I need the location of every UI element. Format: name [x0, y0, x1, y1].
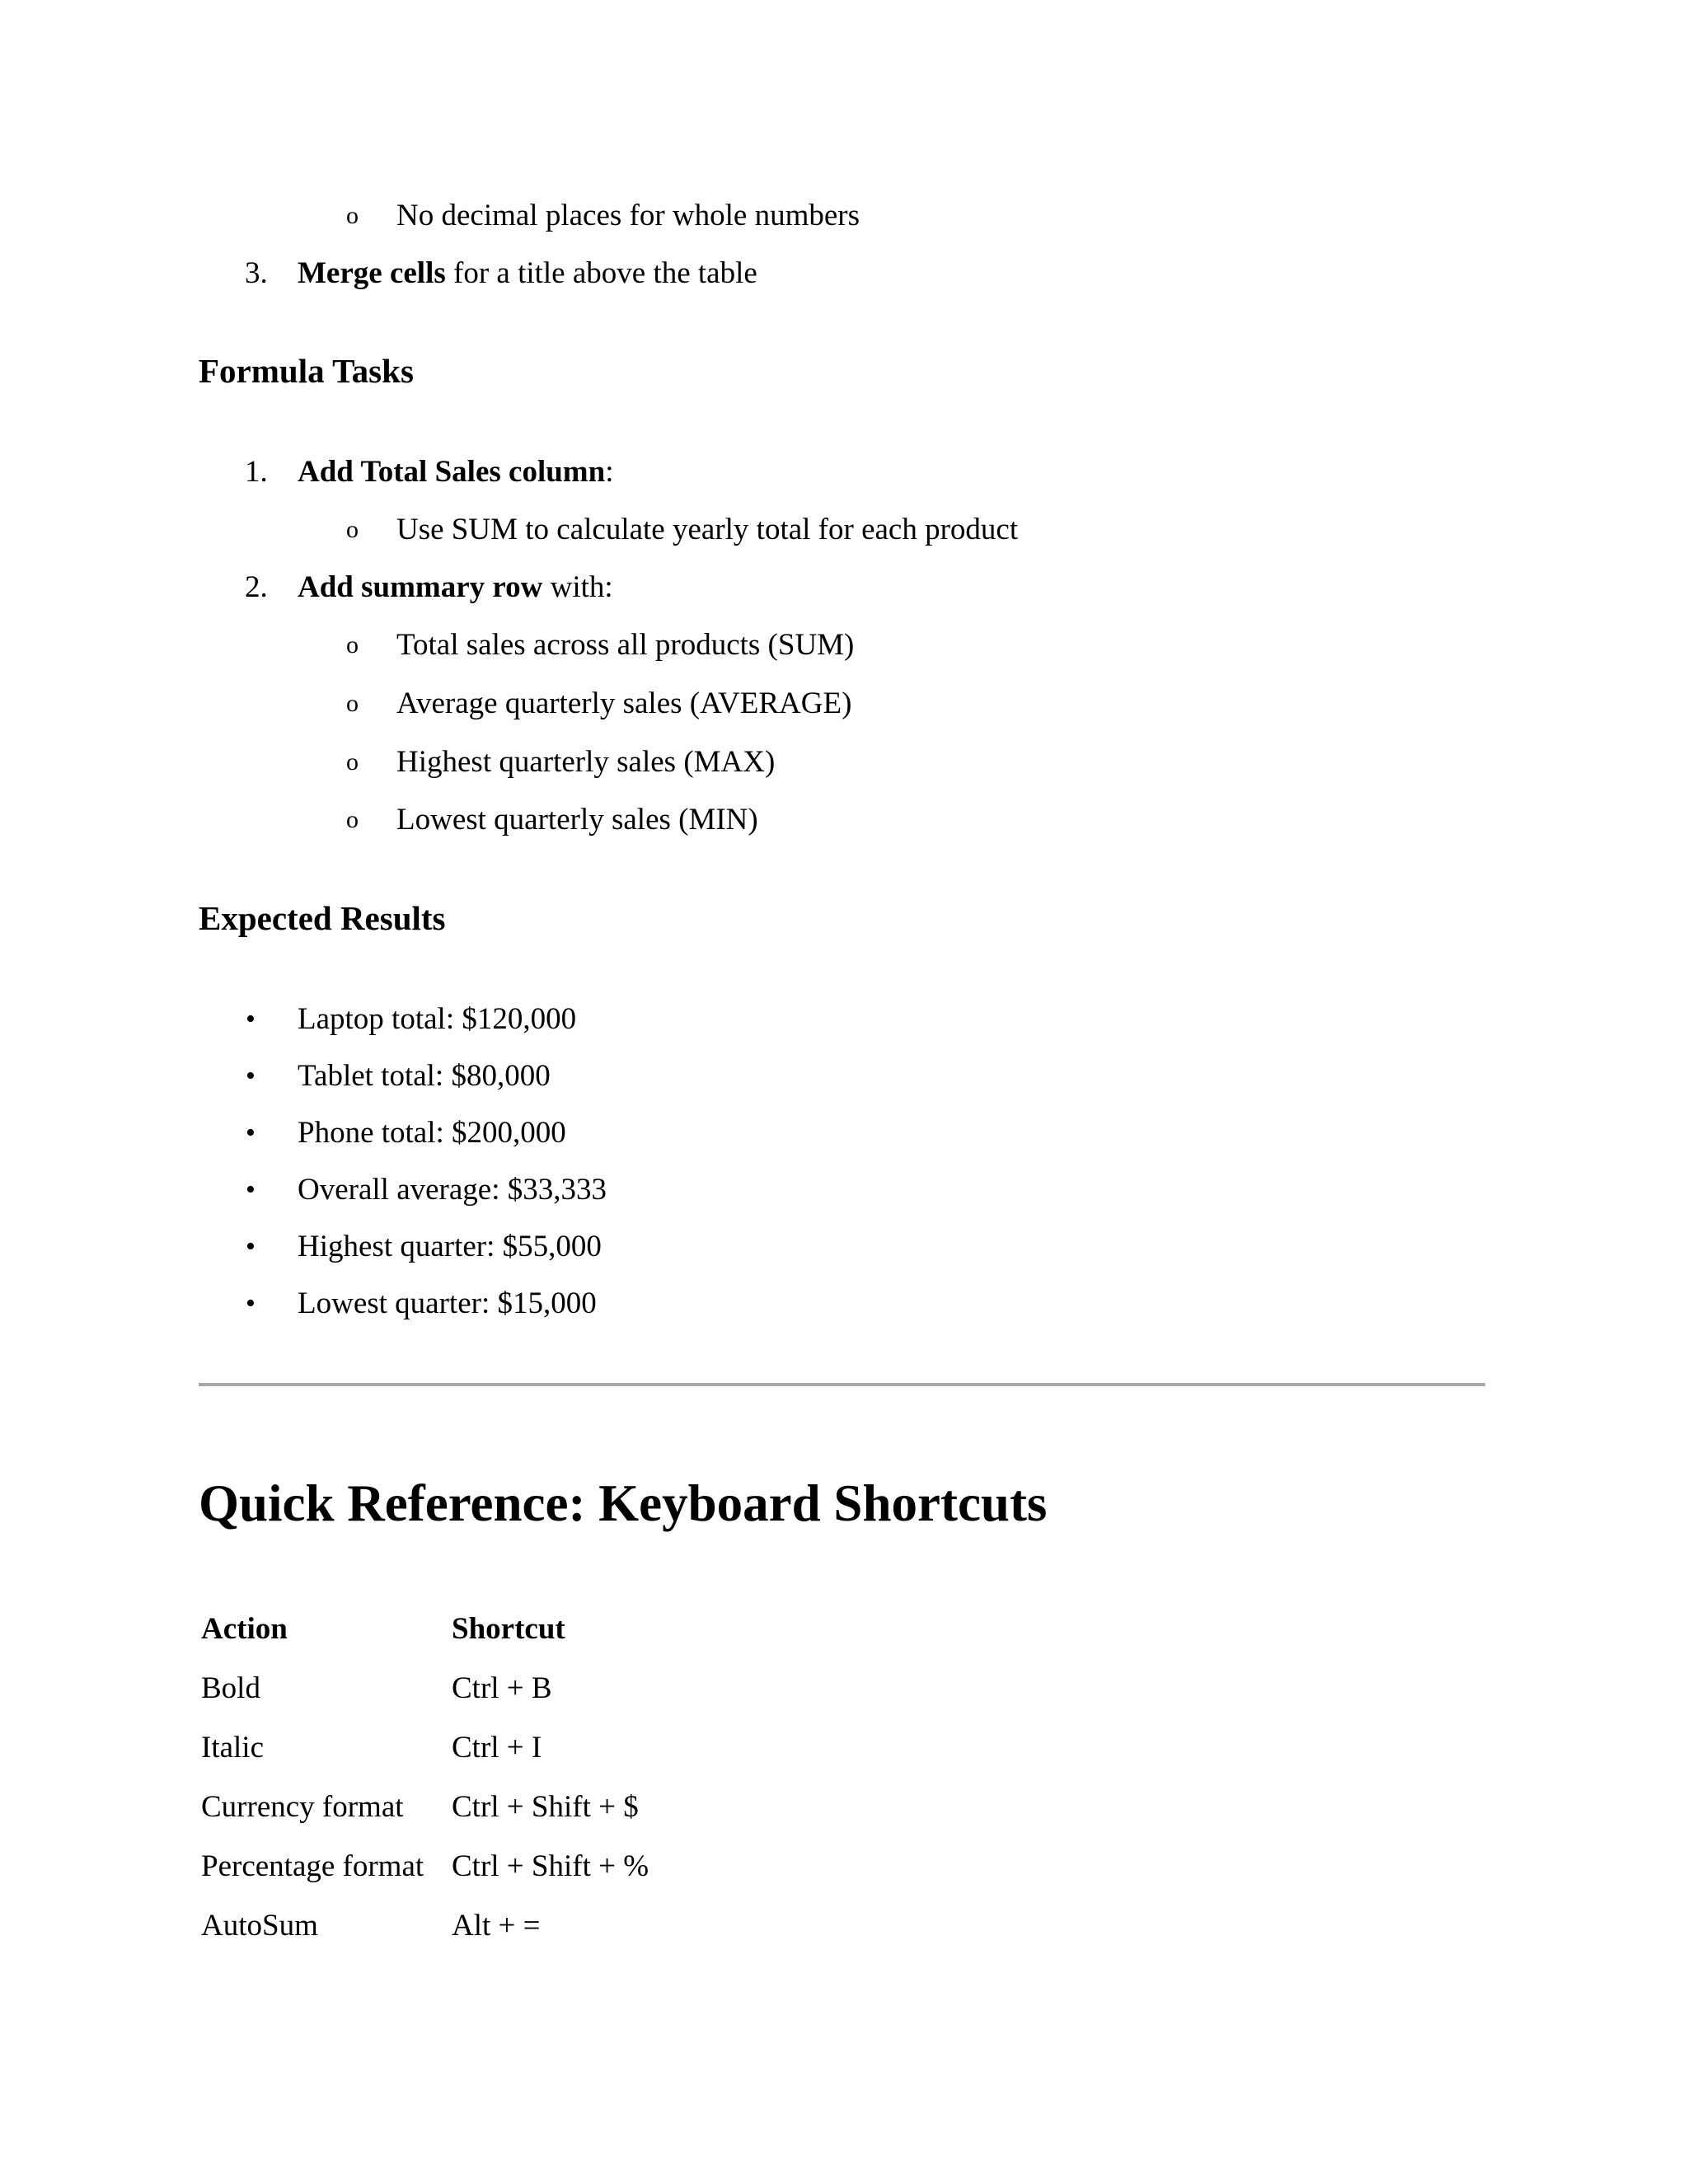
shortcut-cell: Alt + =	[452, 1908, 541, 1943]
table-row	[199, 1777, 651, 1836]
bullet-item-text: Overall average: $33,333	[298, 1173, 607, 1207]
sub-item-text: No decimal places for whole numbers	[396, 199, 860, 232]
list-number: 2.	[245, 570, 268, 604]
action-cell: Italic	[201, 1730, 265, 1765]
sub-item-text: Highest quarterly sales (MAX)	[396, 745, 776, 779]
sub-item-text: Total sales across all products (SUM)	[396, 628, 855, 662]
shortcut-cell: Ctrl + Shift + $	[452, 1789, 639, 1824]
list-item-rest: with:	[542, 570, 613, 604]
table-row	[199, 1718, 651, 1777]
column-header-action: Action	[201, 1611, 288, 1646]
list-item-text	[298, 452, 613, 492]
table-header-row	[199, 1599, 651, 1658]
table-row	[199, 1658, 651, 1718]
bullet-item-text: Tablet total: $80,000	[298, 1059, 551, 1093]
sub-bullet-marker: o	[346, 631, 359, 658]
bullet-item-text: Phone total: $200,000	[298, 1116, 566, 1150]
quick-reference-title: Quick Reference: Keyboard Shortcuts	[199, 1474, 1048, 1532]
sub-item-text: Use SUM to calculate yearly total for each product	[396, 513, 1019, 546]
action-cell: Bold	[201, 1671, 260, 1705]
list-item-bold: Add summary row	[298, 570, 543, 604]
column-header-shortcut: Shortcut	[452, 1611, 565, 1646]
bullet-marker: •	[246, 1174, 256, 1205]
bullet-marker: •	[246, 1004, 256, 1034]
sub-bullet-marker: o	[346, 690, 359, 717]
list-item-rest: :	[605, 455, 614, 489]
sub-item-text: Lowest quarterly sales (MIN)	[396, 803, 758, 837]
list-item-text	[298, 254, 757, 293]
sub-item-text: Average quarterly sales (AVERAGE)	[396, 687, 852, 720]
sub-bullet-marker: o	[346, 748, 359, 776]
bullet-item-text: Highest quarter: $55,000	[298, 1230, 602, 1263]
bullet-marker: •	[246, 1061, 256, 1091]
bullet-item-text: Lowest quarter: $15,000	[298, 1286, 597, 1320]
list-item-bold: Add Total Sales column	[298, 455, 606, 489]
list-number: 1.	[245, 455, 268, 489]
horizontal-divider	[199, 1383, 1485, 1386]
list-item-text	[298, 568, 613, 607]
table-row	[199, 1836, 651, 1896]
list-number: 3.	[245, 256, 268, 290]
bullet-item-text: Laptop total: $120,000	[298, 1002, 577, 1036]
bullet-marker: •	[246, 1288, 256, 1319]
sub-bullet-marker: o	[346, 202, 359, 229]
list-item-bold: Merge cells	[298, 256, 446, 290]
shortcuts-table	[199, 1599, 651, 1955]
shortcut-cell: Ctrl + B	[452, 1671, 552, 1705]
formula-tasks-heading: Formula Tasks	[199, 352, 414, 390]
action-cell: Currency format	[201, 1789, 404, 1824]
action-cell: AutoSum	[201, 1908, 318, 1943]
list-item-rest: for a title above the table	[445, 256, 757, 290]
sub-bullet-marker: o	[346, 516, 359, 543]
sub-bullet-marker: o	[346, 806, 359, 833]
shortcut-cell: Ctrl + I	[452, 1730, 542, 1765]
bullet-marker: •	[246, 1118, 256, 1148]
table-row	[199, 1896, 651, 1955]
bullet-marker: •	[246, 1231, 256, 1262]
shortcut-cell: Ctrl + Shift + %	[452, 1849, 649, 1883]
expected-results-heading: Expected Results	[199, 899, 446, 937]
action-cell: Percentage format	[201, 1849, 424, 1883]
